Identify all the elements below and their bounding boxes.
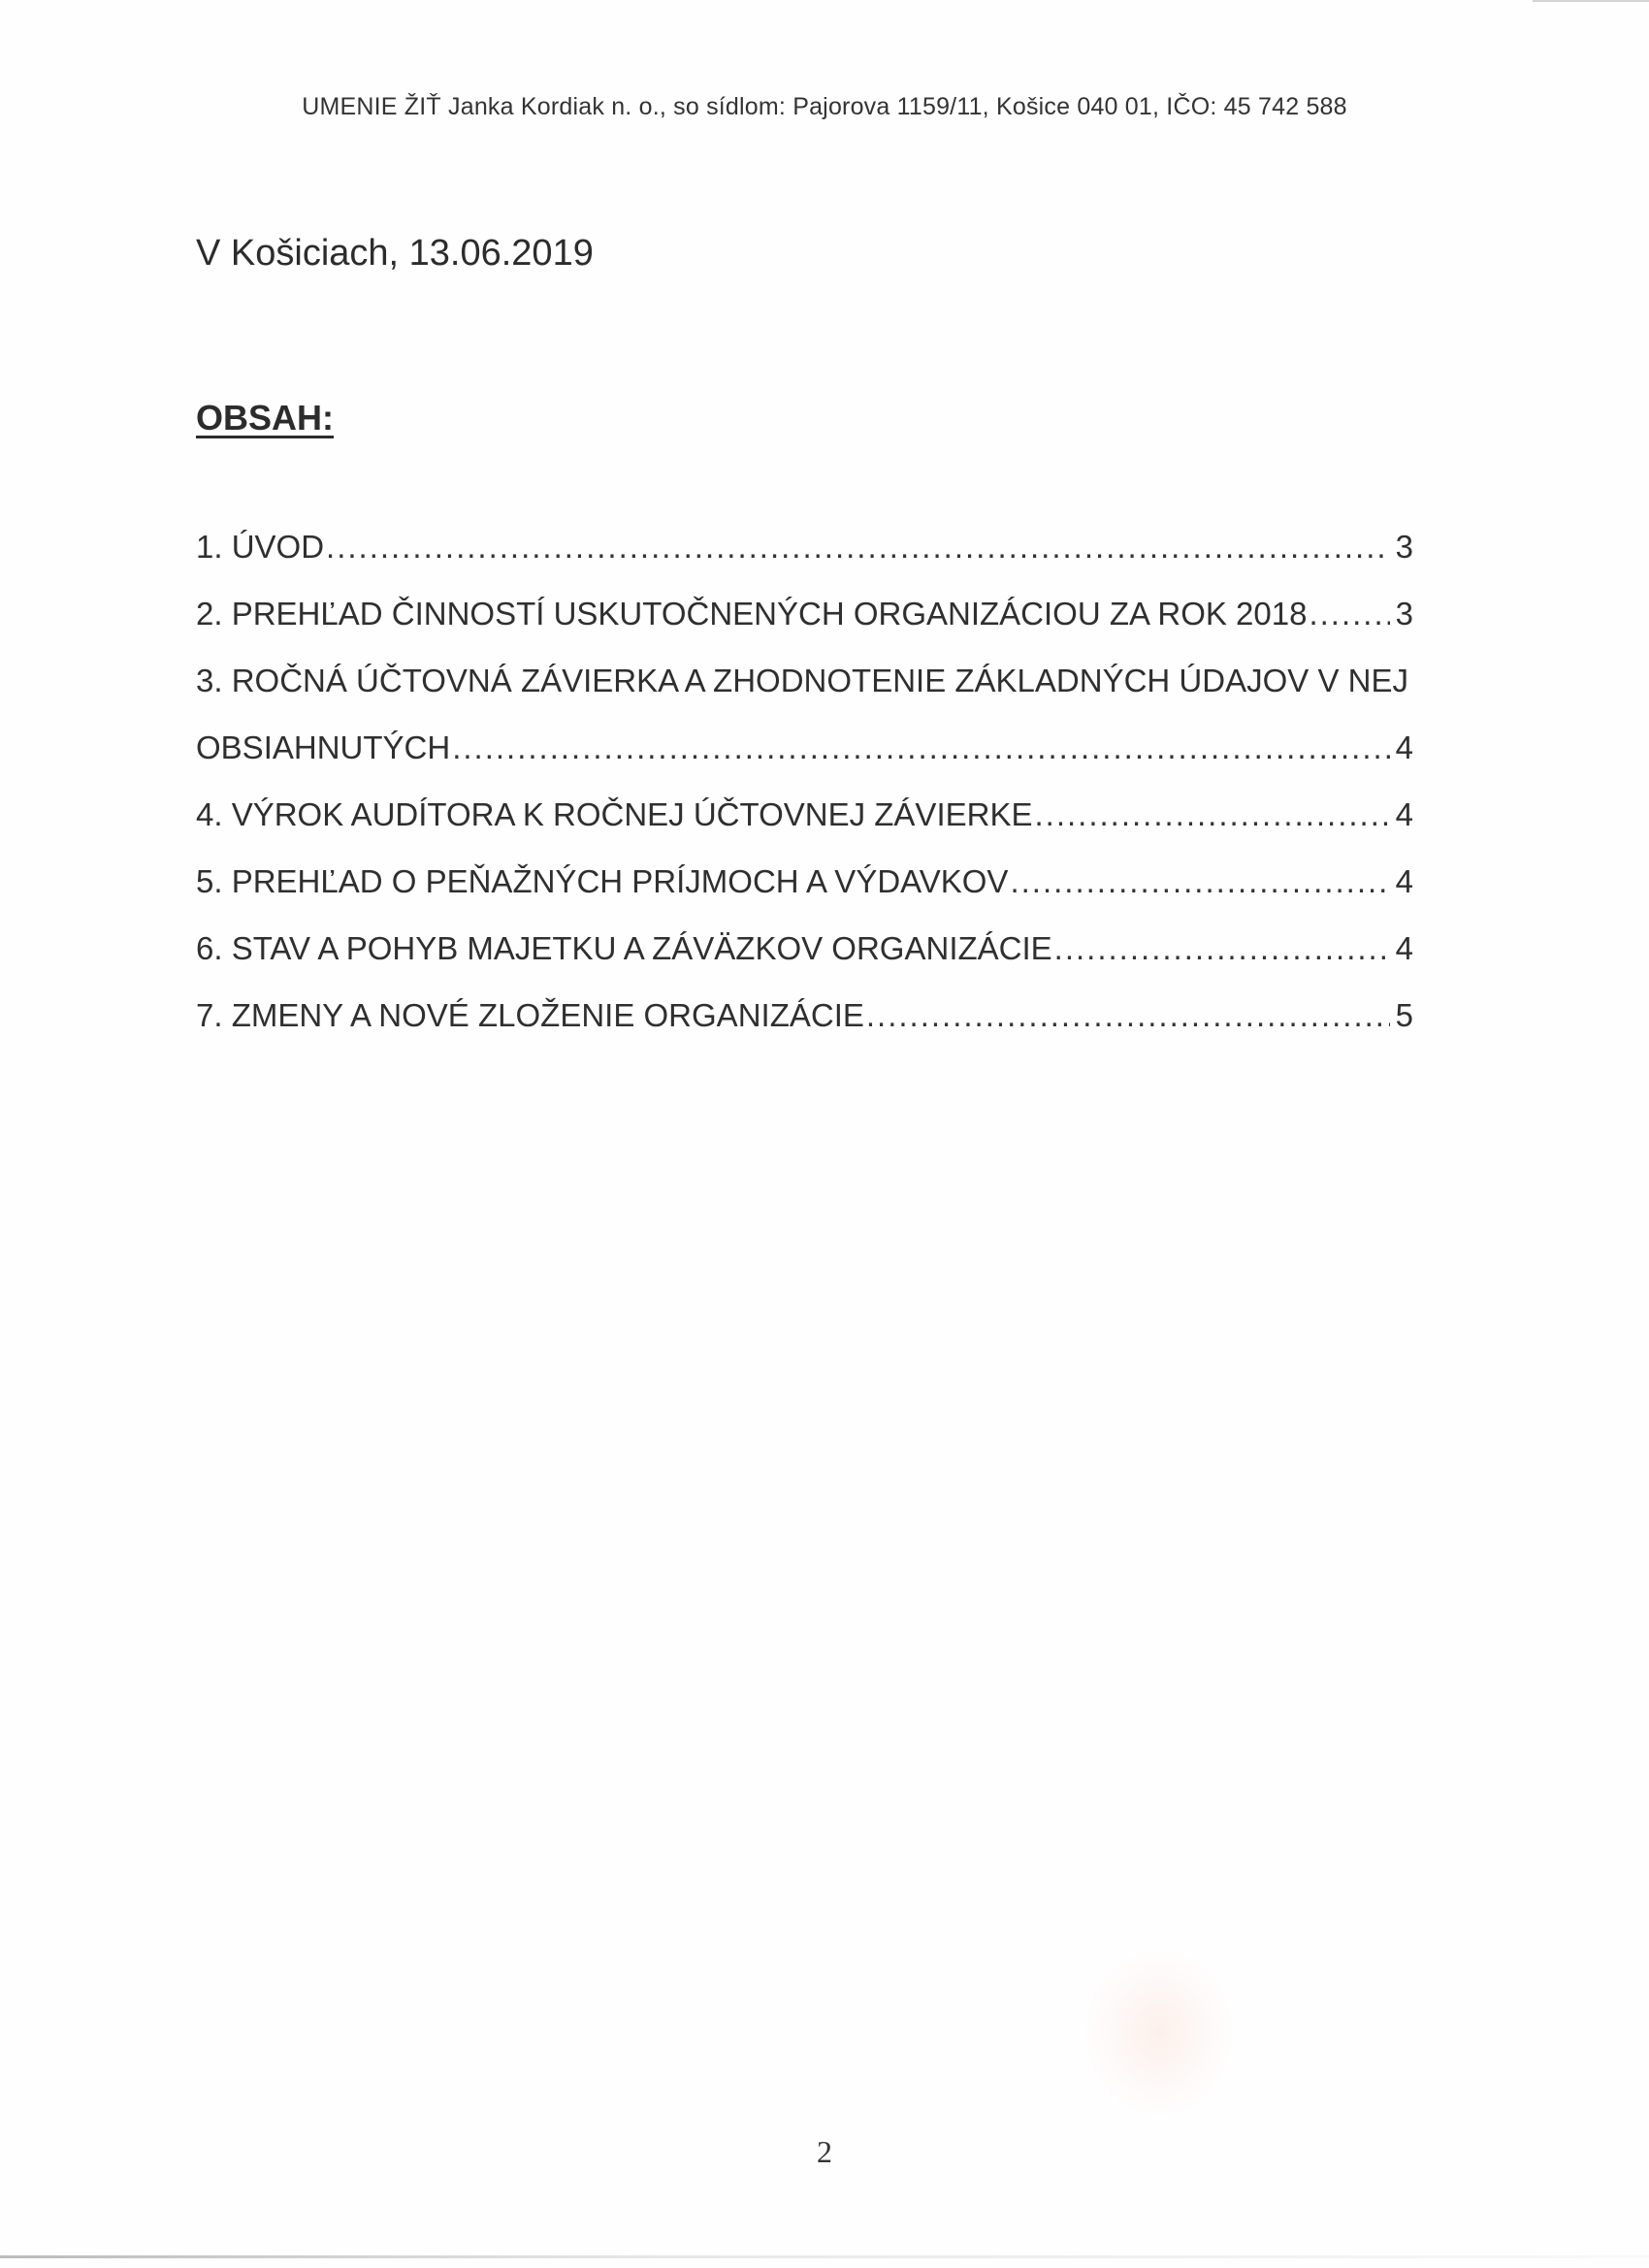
toc-row-title: 5. PREHĽAD O PEŇAŽNÝCH PRÍJMOCH A VÝDAVKOV bbox=[196, 863, 1009, 899]
toc-row[interactable] bbox=[196, 930, 1413, 972]
toc-leader-dots bbox=[452, 729, 1390, 766]
scan-edge-bottom bbox=[0, 2255, 1649, 2258]
toc-row-title: 7. ZMENY A NOVÉ ZLOŽENIE ORGANIZÁCIE bbox=[196, 997, 864, 1033]
toc-row[interactable] bbox=[196, 729, 1413, 771]
toc-row-page: 4 bbox=[1395, 930, 1413, 966]
toc-leader-dots bbox=[326, 529, 1390, 566]
toc-row-title: 4. VÝROK AUDÍTORA K ROČNEJ ÚČTOVNEJ ZÁVIERKE bbox=[196, 796, 1033, 832]
toc-leader-dots bbox=[1034, 796, 1390, 833]
organization-header: UMENIE ŽIŤ Janka Kordiak n. o., so sídlom: Pajorova 1159/11, Košice 040 01, IČO: 45 742 588 bbox=[302, 93, 1347, 120]
toc-row[interactable] bbox=[196, 863, 1413, 905]
toc-row-page: 3 bbox=[1395, 596, 1413, 632]
toc-heading: OBSAH: bbox=[196, 398, 334, 437]
scan-stain bbox=[1086, 1950, 1232, 2115]
toc-row[interactable] bbox=[196, 663, 1413, 704]
toc-row-page: 4 bbox=[1395, 729, 1413, 765]
toc-row-title: OBSIAHNUTÝCH bbox=[196, 729, 451, 765]
toc-row[interactable] bbox=[196, 596, 1413, 637]
toc-row[interactable] bbox=[196, 529, 1413, 570]
scan-edge-top bbox=[1533, 0, 1649, 2]
toc-row-title: 3. ROČNÁ ÚČTOVNÁ ZÁVIERKA A ZHODNOTENIE ZÁKLADNÝCH ÚDAJOV V NEJ bbox=[196, 663, 1408, 698]
toc-row-title: 6. STAV A POHYB MAJETKU A ZÁVÄZKOV ORGANIZÁCIE bbox=[196, 930, 1052, 966]
toc-row-title: 1. ÚVOD bbox=[196, 529, 325, 565]
toc-row[interactable] bbox=[196, 997, 1413, 1039]
toc-row-page: 4 bbox=[1395, 863, 1413, 899]
toc-row[interactable] bbox=[196, 796, 1413, 838]
place-date: V Košiciach, 13.06.2019 bbox=[196, 233, 594, 274]
toc-leader-dots bbox=[1010, 863, 1390, 900]
toc-row-page: 5 bbox=[1395, 997, 1413, 1033]
toc-leader-dots bbox=[866, 997, 1390, 1034]
toc-row-page: 4 bbox=[1395, 796, 1413, 832]
page-number: 2 bbox=[817, 2134, 832, 2169]
toc-leader-dots bbox=[1054, 930, 1390, 967]
toc-row-page: 3 bbox=[1395, 529, 1413, 565]
toc-leader-dots bbox=[1309, 596, 1390, 632]
toc-row-title: 2. PREHĽAD ČINNOSTÍ USKUTOČNENÝCH ORGANIZÁCIOU ZA ROK 2018 bbox=[196, 596, 1308, 632]
table-of-contents bbox=[196, 529, 1413, 1064]
